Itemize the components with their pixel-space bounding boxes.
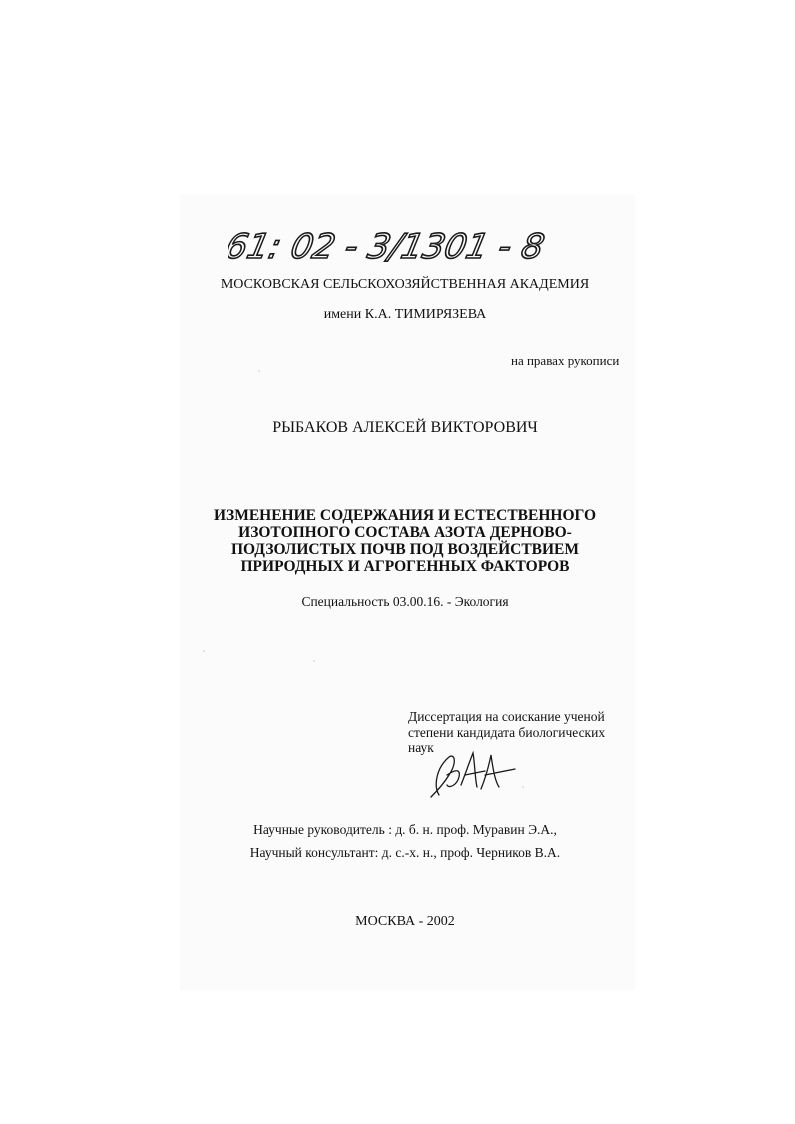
handwritten-catalog-number-image	[228, 218, 548, 274]
title-line: ИЗМЕНЕНИЕ СОДЕРЖАНИЯ И ЕСТЕСТВЕННОГО	[213, 507, 597, 524]
author-name: РЫБАКОВ АЛЕКСЕЙ ВИКТОРОВИЧ	[272, 419, 538, 436]
handwritten-catalog-number	[228, 218, 548, 274]
organization-name: имени К.А. ТИМИРЯЗЕВА	[323, 307, 487, 322]
dissertation-line: наук	[408, 740, 434, 755]
scan-speck	[203, 650, 205, 652]
author-signature	[425, 745, 520, 803]
dissertation-title	[0, 507, 795, 575]
scan-speck	[522, 786, 524, 788]
title-line: ИЗОТОПНОГО СОСТАВА АЗОТА ДЕРНОВО-	[238, 524, 572, 541]
organization-title: МОСКОВСКАЯ СЕЛЬСКОХОЗЯЙСТВЕННАЯ АКАДЕМИЯ	[220, 277, 590, 292]
city-year: МОСКВА - 2002	[355, 914, 455, 929]
manuscript-note: на правах рукописи	[511, 353, 620, 368]
title-line: ПОДЗОЛИСТЫХ ПОЧВ ПОД ВОЗДЕЙСТВИЕМ	[230, 541, 580, 558]
title-line: ПРИРОДНЫХ И АГРОГЕННЫХ ФАКТОРОВ	[240, 558, 570, 575]
dissertation-line: Диссертация на соискание ученой	[408, 709, 605, 724]
scientific-consultant: Научный консультант: д. с.-х. н., проф. Черников В.А.	[249, 845, 561, 860]
dissertation-line: степени кандидата биологических	[408, 724, 606, 740]
scientific-supervisor: Научные руководитель : д. б. н. проф. Муравин Э.А.,	[253, 822, 557, 837]
scan-speck	[258, 370, 260, 372]
scan-speck	[313, 660, 315, 662]
handwritten-catalog-number-text: 61: 02 - 3/1301 - 8	[228, 227, 548, 267]
signature-image	[425, 745, 520, 803]
specialty-line: Специальность 03.00.16. - Экология	[301, 594, 509, 609]
